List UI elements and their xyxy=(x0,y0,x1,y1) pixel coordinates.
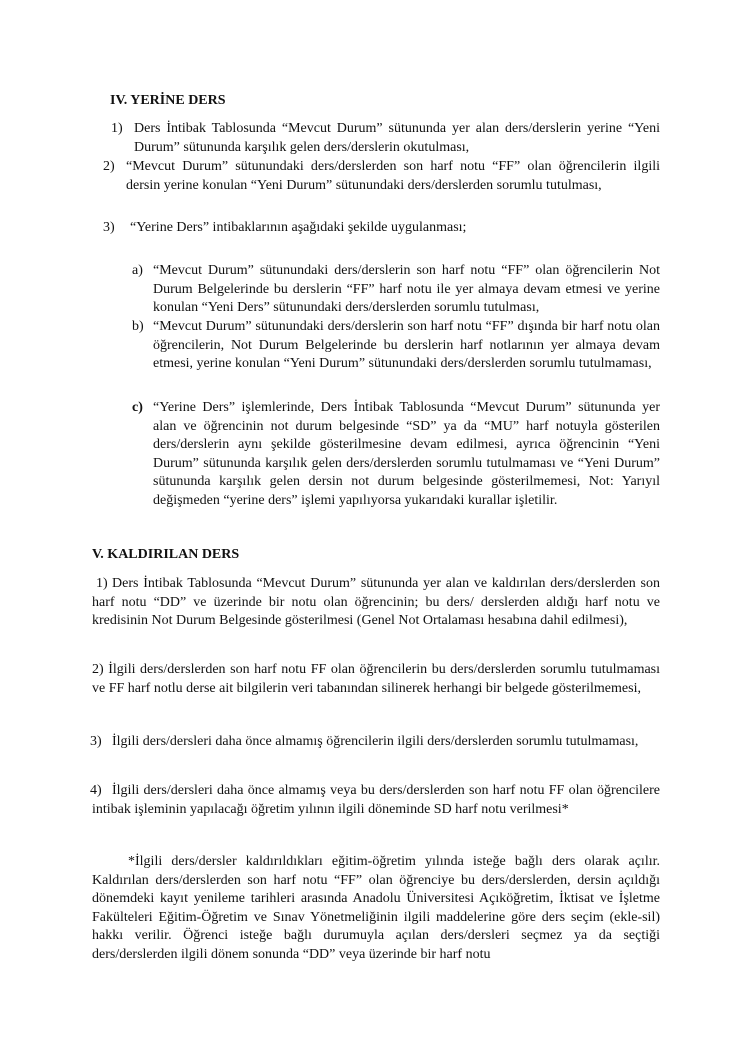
section-iv-item-3-number: 3) xyxy=(103,220,115,235)
section-v-item-2-number: 2) xyxy=(92,662,104,677)
section-v-item-2-text: İlgili ders/derslerden son harf notu FF olan öğrencilerin bu ders/derslerden sorumlu tutulmaması ve FF harf notlu derse ait bilgilerin veri tabanından silinerek herhangi bir belgede gösterilmemesi, xyxy=(92,662,661,696)
section-iv-item-3: “Yerine Ders” intibaklarının aşağıdaki şekilde uygulanması; xyxy=(130,220,467,235)
section-iv-subitem-a-number: a) xyxy=(132,263,143,278)
section-iv-subitem-b: “Mevcut Durum” sütunundaki ders/derslerin son harf notu “FF” dışında bir harf notu olan öğrencilerin, Not Durum Belgelerinde bu derslerin harf notlarının yer almaya devam etmesi, yerine konulan “Yeni Durum” sütunundaki ders/derslerden sorumlu tutulmaması, xyxy=(153,319,660,372)
section-iv-subitem-a: “Mevcut Durum” sütunundaki ders/derslerin son harf notu “FF” olan öğrencilerin Not Durum Belgelerinde bu derslerin “FF” harf notu ile yer almaya devam etmesi ve yerine konulan “Yeni Ders” sütunundaki ders/derslerden sorumlu tutulması, xyxy=(153,263,660,316)
section-v-heading: V. KALDIRILAN DERS xyxy=(92,547,240,562)
section-v-item-3: İlgili ders/dersleri daha önce almamış öğrencilerin ilgili ders/derslerden sorumlu tutulmaması, xyxy=(112,734,639,749)
section-v-item-2 xyxy=(92,661,660,698)
section-v-item-4: İlgili ders/dersleri daha önce almamış veya bu ders/derslerden son harf notu FF olan öğrencilere intibak işleminin yapılacağı öğretim yılının ilgili döneminde SD harf notu verilmesi* xyxy=(92,783,660,817)
section-iv-item-2: “Mevcut Durum” sütunundaki ders/derslerden son harf notu “FF” olan öğrencilerin ilgili dersin yerine konulan “Yeni Durum” sütunundaki ders/derslerden sorumlu tutulması, xyxy=(126,159,660,193)
section-v-item-3-number: 3) xyxy=(90,734,102,749)
section-v-item-1: Ders İntibak Tablosunda “Mevcut Durum” sütununda yer alan ve kaldırılan ders/derslerden son harf notu “DD” ve üzerinde bir notu olan öğrencinin; bu ders/ derslerden aldığı harf notu ve kredisinin Not Durum Belgesinde gösterilmesi (Genel Not Ortalaması hesabına dahil edilmesi), xyxy=(92,576,660,629)
section-iv-subitem-b-number: b) xyxy=(132,319,144,334)
section-v-item-4-number: 4) xyxy=(90,783,102,798)
section-iv-item-1-number: 1) xyxy=(111,121,123,136)
section-v-footnote: *İlgili ders/dersler kaldırıldıkları eğitim-öğretim yılında isteğe bağlı ders olarak açılır. Kaldırılan ders/derslerden son harf notu “FF” olan öğrenciye bu ders/derslerden, dersin açıldığı dönemdeki kayıt yenileme tarihleri arasında Anadolu Üniversitesi Açıköğretim, İktisat ve İşletme Fakülteleri Eğitim-Öğretim ve Sınav Yönetmeliğinin ilgili maddelerine göre ders seçim (ekle-sil) hakkı verilir. Öğrenci isteğe bağlı durumuyla açılan ders/dersleri seçmez ya da seçtiği ders/derslerden ilgili dönem sonunda “DD” veya üzerinde bir harf notu xyxy=(92,854,660,962)
section-iv-item-2-number: 2) xyxy=(103,159,115,174)
section-iv-subitem-c-number: c) xyxy=(132,400,143,415)
section-iv-heading: IV. YERİNE DERS xyxy=(110,93,226,108)
section-v-item-1-number: 1) xyxy=(96,576,108,591)
section-iv-subitem-c: “Yerine Ders” işlemlerinde, Ders İntibak Tablosunda “Mevcut Durum” sütununda yer alan ve öğrencinin not durum belgesinde “SD” ya da “MU” harf notuyla gösterilen ders/derslerin aynı şekilde gösterilmesine devam edilmesi, ayrıca öğrencinin “Yeni Durum” sütununda karşılık gelen ders/derslerden sorumlu tutulmaması ve “Yeni Durum” sütununda karşılık gelen dersin not durum belgesinde gösterilmemesi, Not: Yarıyıl değişmeden “yerine ders” işlemi yapılıyorsa yukarıdaki kurallar işletilir. xyxy=(153,400,660,508)
section-iv-item-1: Ders İntibak Tablosunda “Mevcut Durum” sütununda yer alan ders/derslerin yerine “Yeni Durum” sütununda karşılık gelen ders/derslerin okutulması, xyxy=(134,121,660,155)
